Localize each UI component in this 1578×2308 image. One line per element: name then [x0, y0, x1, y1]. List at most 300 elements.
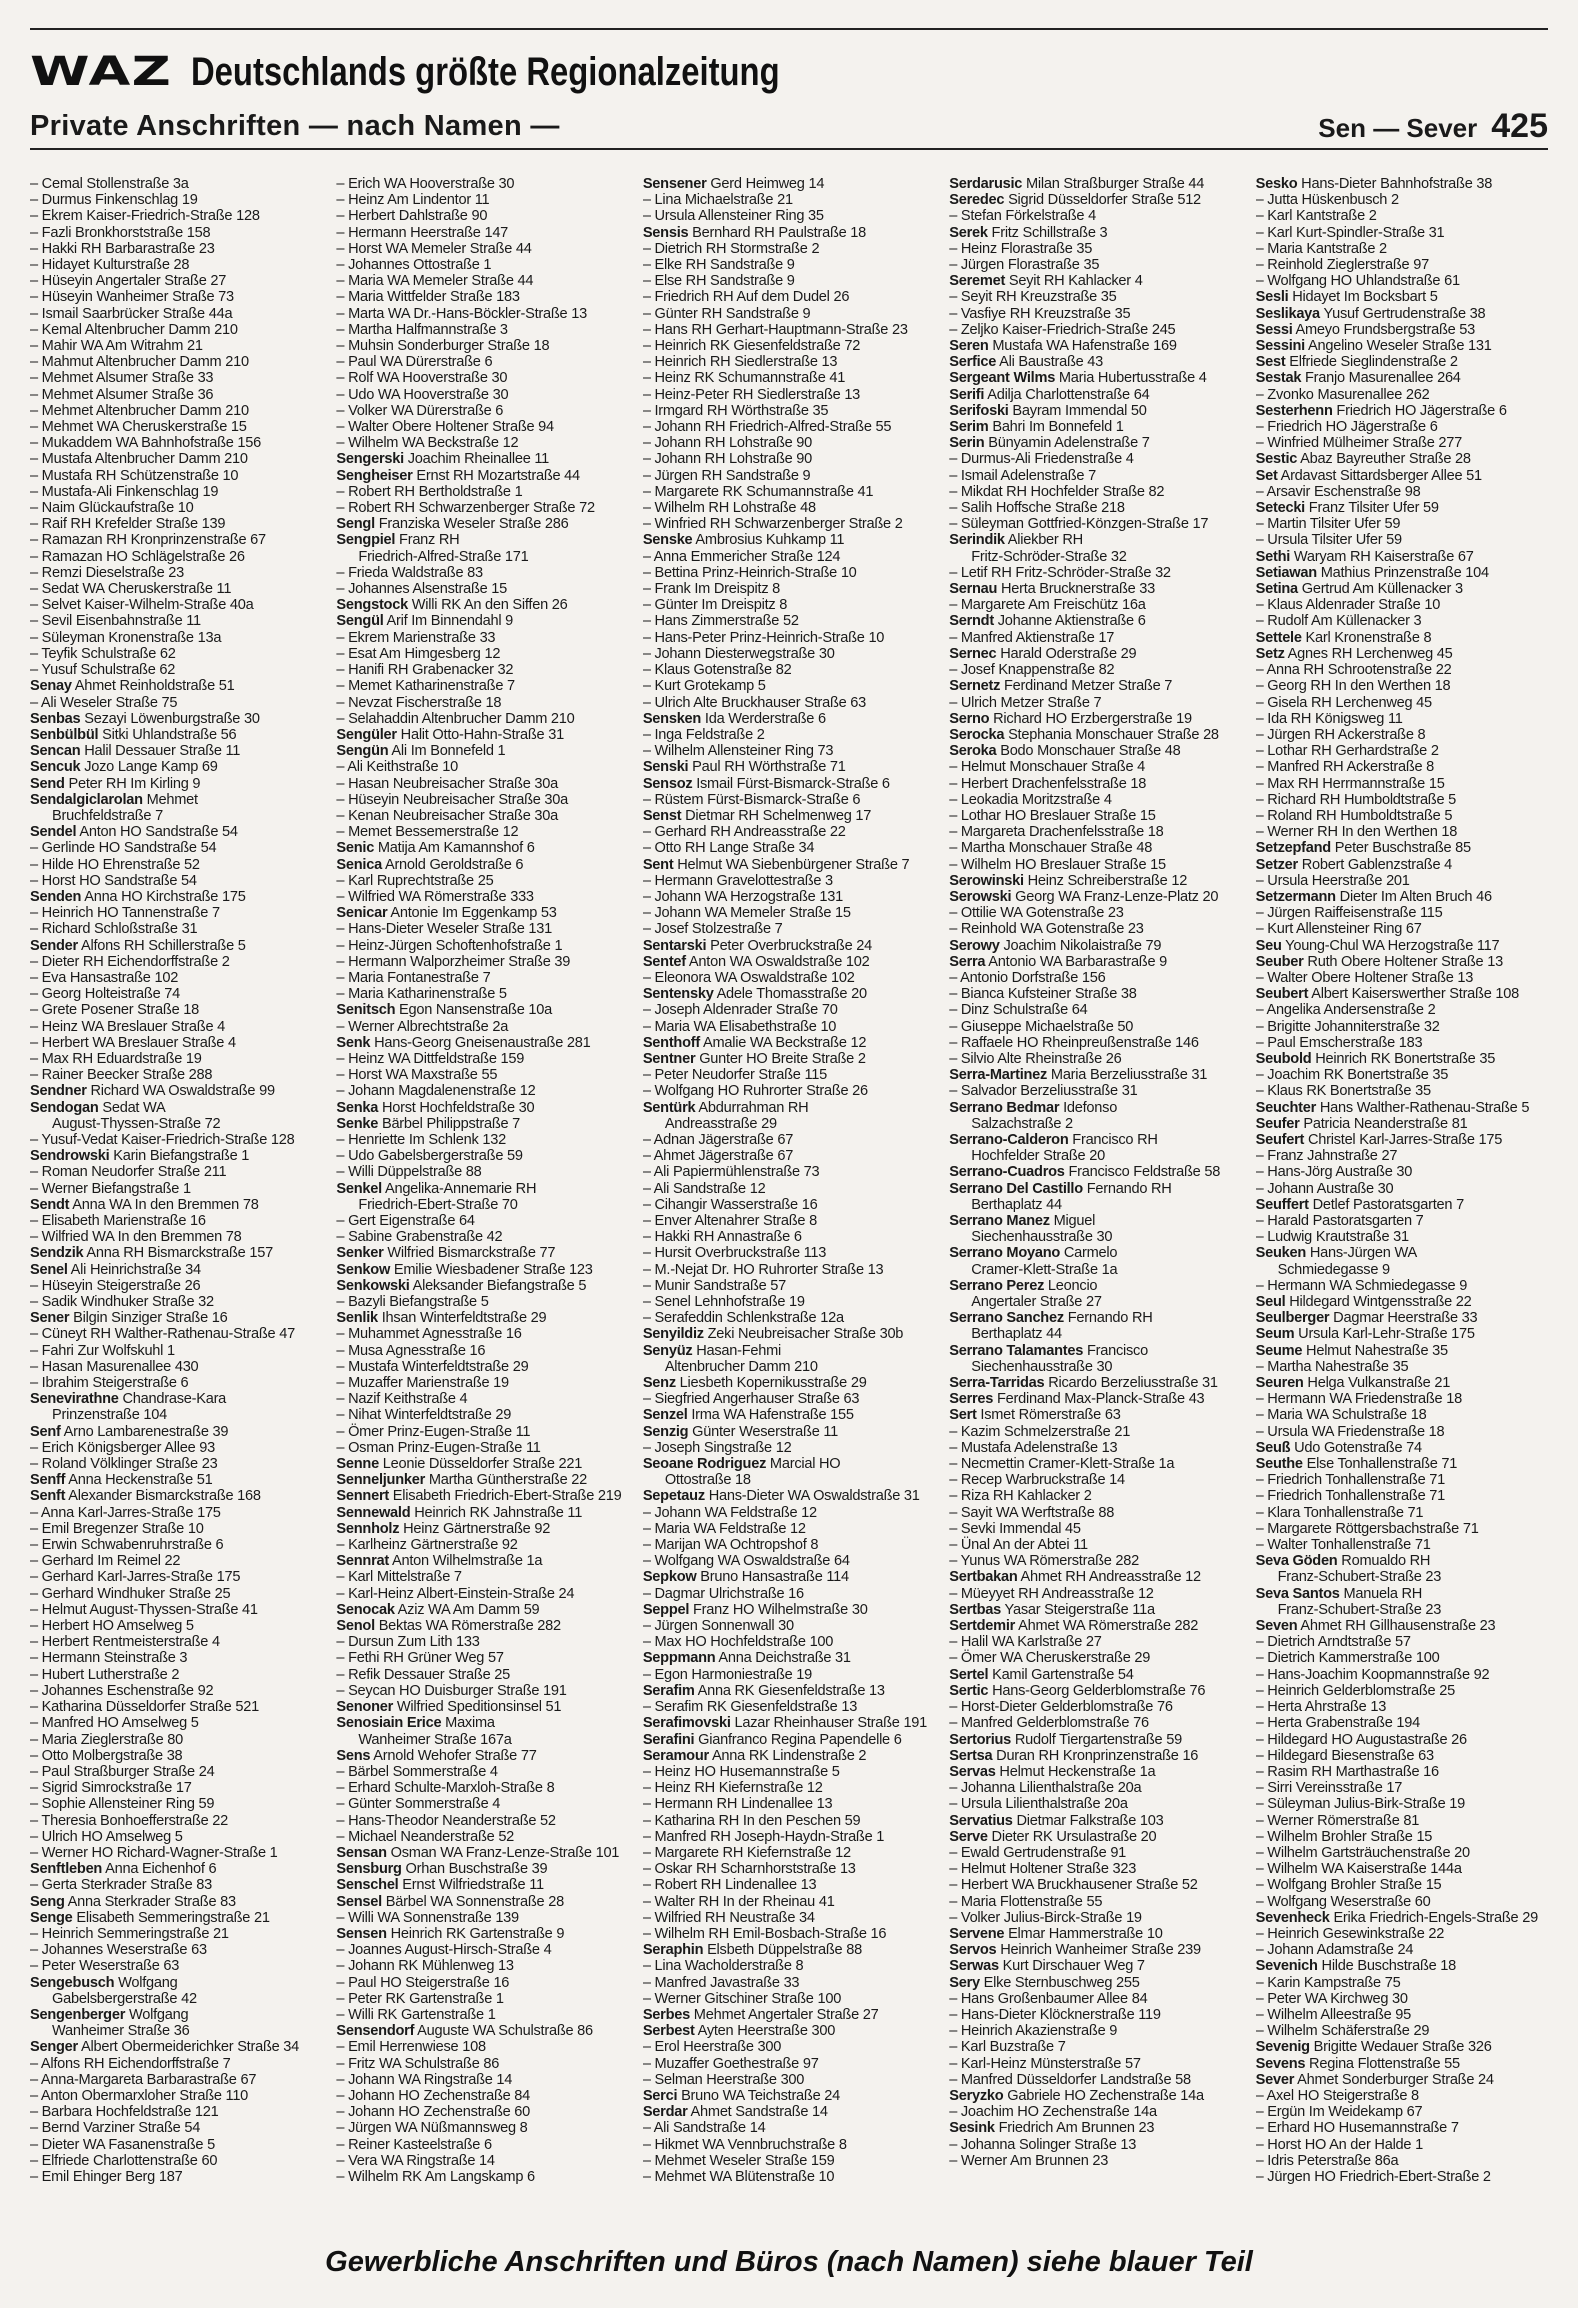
directory-entry: – Erich WA Hooverstraße 30 [336, 176, 515, 192]
directory-entry: – Recep Warbruckstraße 14 [949, 1472, 1125, 1489]
directory-entry: – Mikdat RH Hochfelder Straße 82 [949, 483, 1165, 500]
directory-entry: Sendel Anton HO Sandstraße 54 [30, 824, 238, 841]
directory-entry: – Walter Obere Holtener Straße 94 [336, 419, 554, 436]
entry-surname: Sentürk [642, 1099, 696, 1116]
directory-entry: – Jürgen HO Friedrich-Ebert-Straße 2 [1255, 2168, 1491, 2185]
entry-surname: Sencan [30, 743, 81, 760]
directory-entry: – Elke RH Sandstraße 9 [642, 257, 795, 274]
directory-entry: – Ahmet Jägerstraße 67 [642, 1148, 794, 1165]
directory-entry: – Gert Eigenstraße 64 [336, 1213, 475, 1229]
directory-entry: – Barbara Hochfeldstraße 121 [30, 2104, 219, 2121]
directory-entry: – Süleyman Kronenstraße 13a [30, 629, 222, 646]
directory-entry: – Emil Herrenwiese 108 [336, 2039, 486, 2056]
directory-entry: – Klara Tonhallenstraße 71 [1255, 1504, 1424, 1521]
directory-entry: Serrano Talamantes Francisco [949, 1342, 1148, 1359]
directory-entry: Sertorius Rudolf Tiergartenstraße 59 [949, 1731, 1182, 1748]
directory-entry: – Hildegard HO Augustastraße 26 [1255, 1731, 1467, 1748]
directory-entry: Senitsch Egon Nansenstraße 10a [336, 1002, 552, 1019]
entry-surname: Sensburg [336, 1861, 402, 1878]
entry-surname: Seuren [1255, 1375, 1304, 1392]
directory-entry: Sengebusch Wolfgang [30, 1974, 178, 1991]
directory-entry: – Fritz WA Schulstraße 86 [336, 2055, 500, 2072]
directory-entry: – Heinrich Semmeringstraße 21 [30, 1925, 229, 1942]
entry-surname: Servos [949, 1942, 997, 1959]
directory-entry: – Memet Katharinenstraße 7 [336, 678, 515, 695]
directory-entry: – Heinz WA Dittfeldstraße 159 [336, 1050, 525, 1067]
directory-entry: Sever Ahmet Sonderburger Straße 24 [1255, 2071, 1494, 2088]
directory-entry: Franz-Schubert-Straße 23 [1277, 1569, 1442, 1586]
directory-entry: – Max HO Hochfeldstraße 100 [642, 1634, 834, 1651]
directory-entry: – Winfried Mülheimer Straße 277 [1255, 435, 1462, 452]
directory-entry: Setiawan Mathius Prinzenstraße 104 [1255, 564, 1489, 581]
directory-entry: Servas Helmut Heckenstraße 1a [949, 1763, 1156, 1780]
directory-entry: Fritz-Schröder-Straße 32 [971, 548, 1127, 565]
directory-entry: – Raif RH Krefelder Straße 139 [30, 516, 226, 533]
entry-surname: Sernetz [949, 678, 1001, 695]
directory-entry: Senske Ambrosius Kuhkamp 11 [642, 532, 845, 549]
directory-entry: – Margarete Am Freischütz 16a [949, 597, 1146, 614]
entry-surname: Senft [30, 1488, 66, 1505]
directory-column-4 [949, 176, 1243, 2236]
directory-entry: – Oskar RH Scharnhorststraße 13 [642, 1861, 856, 1878]
entry-surname: Sengün [336, 743, 389, 760]
directory-entry: – Ramazan RH Kronprinzenstraße 67 [30, 532, 266, 549]
directory-entry: Serafimovski Lazar Rheinhauser Straße 191 [642, 1715, 928, 1732]
page-range-block [1318, 107, 1548, 146]
entry-surname: Seng [30, 1893, 65, 1910]
directory-entry: Setzermann Dieter Im Alten Bruch 46 [1255, 888, 1492, 905]
directory-entry: Sencan Halil Dessauer Straße 11 [30, 743, 241, 760]
directory-entry: – Reinhold Zieglerstraße 97 [1255, 257, 1429, 274]
directory-entry: Cramer-Klett-Straße 1a [971, 1261, 1118, 1278]
directory-entry: – Sigrid Simrockstraße 17 [30, 1780, 192, 1797]
entry-surname: Senicar [336, 905, 388, 922]
directory-entry: Serifi Adilja Charlottenstraße 64 [949, 386, 1150, 403]
entry-surname: Sertorius [949, 1731, 1012, 1748]
entry-surname: Seren [949, 338, 989, 355]
directory-entry: – Wilhelm RK Am Langskamp 6 [336, 2168, 535, 2185]
directory-entry: – Hans Zimmerstraße 52 [642, 613, 799, 630]
directory-entry: – Peter Neudorfer Straße 115 [642, 1067, 827, 1084]
directory-entry: – Maria WA Schulstraße 18 [1255, 1407, 1427, 1424]
directory-entry: Serek Fritz Schillstraße 3 [949, 224, 1108, 241]
directory-entry: – Klaus Aldenrader Straße 10 [1255, 597, 1441, 614]
directory-entry: – Serafim RK Giesenfeldstraße 13 [642, 1699, 858, 1716]
directory-entry: – Durmus Finkenschlag 19 [30, 192, 198, 209]
entry-surname: Sevenich [1255, 1958, 1318, 1975]
directory-entry: – Mustafa Adelenstraße 13 [949, 1439, 1118, 1456]
directory-entry: – Karin Kampstraße 75 [1255, 1974, 1401, 1991]
directory-entry: – Frank Im Dreispitz 8 [642, 581, 781, 598]
directory-entry: – Seycan HO Duisburger Straße 191 [336, 1682, 567, 1699]
directory-entry: – Axel HO Steigerstraße 8 [1255, 2087, 1419, 2104]
directory-entry: – Hanifi RH Grabenacker 32 [336, 662, 514, 679]
directory-entry: – Ursula Heerstraße 201 [1255, 872, 1410, 889]
directory-entry: – Dietrich Kammerstraße 100 [1255, 1650, 1440, 1667]
directory-entry: – Hans-Dieter Klöcknerstraße 119 [949, 2006, 1161, 2023]
directory-entry: – Bernd Varziner Straße 54 [30, 2120, 201, 2137]
directory-entry: – Yusuf Schulstraße 62 [30, 662, 176, 679]
directory-entry: Serra Antonio WA Barbarastraße 9 [949, 953, 1168, 970]
directory-entry: – Sophie Allensteiner Ring 59 [30, 1796, 215, 1813]
directory-entry: Senkow Emilie Wiesbadener Straße 123 [336, 1261, 593, 1278]
directory-entry: – Marta WA Dr.-Hans-Böckler-Straße 13 [336, 305, 587, 322]
directory-entry: Serrano Bedmar Idefonso [949, 1099, 1118, 1116]
entry-surname: Serres [949, 1391, 994, 1408]
entry-surname: Sesli [1255, 289, 1289, 306]
directory-entry: – Joseph Aldenrader Straße 70 [642, 1002, 838, 1019]
directory-entry: – Selahaddin Altenbrucher Damm 210 [336, 710, 575, 727]
directory-entry: Seroka Bodo Monschauer Straße 48 [949, 743, 1181, 760]
directory-entry: – Ali Sandstraße 14 [642, 2120, 766, 2137]
directory-entry: Seva Santos Manuela RH [1255, 1585, 1423, 1602]
directory-entry: – Heinz-Jürgen Schoftenhofstraße 1 [336, 937, 563, 954]
directory-entry: Seuber Ruth Obere Holtener Straße 13 [1255, 953, 1503, 970]
entry-surname: Seul [1255, 1294, 1286, 1311]
entry-surname: Seremet [949, 273, 1006, 290]
directory-entry: Serfice Ali Baustraße 43 [949, 354, 1104, 371]
directory-entry: – Hüseyin Steigerstraße 26 [30, 1277, 201, 1294]
directory-entry: Sensburg Orhan Buschstraße 39 [336, 1861, 548, 1878]
directory-entry: – Rudolf Am Küllenacker 3 [1255, 613, 1422, 630]
directory-entry: Siechenhausstraße 30 [971, 1229, 1113, 1246]
directory-entry: – Lothar HO Breslauer Straße 15 [949, 807, 1156, 824]
directory-entry: – Wolfgang HO Ruhrorter Straße 26 [642, 1083, 868, 1100]
directory-entry: Senft Alexander Bismarckstraße 168 [30, 1488, 261, 1505]
entry-surname: Senka [336, 1099, 379, 1116]
directory-entry: Sendzik Anna RH Bismarckstraße 157 [30, 1245, 273, 1262]
entry-surname: Serifi [949, 386, 985, 403]
directory-entry: – Manfred HO Amselweg 5 [30, 1715, 199, 1732]
directory-entry: Setina Gertrud Am Küllenacker 3 [1255, 581, 1463, 598]
entry-surname: Serin [949, 435, 985, 452]
directory-entry: Seslikaya Yusuf Gertrudenstraße 38 [1255, 305, 1486, 322]
directory-entry: Senkowski Aleksander Biefangstraße 5 [336, 1277, 587, 1294]
directory-entry: – Irmgard RH Wörthstraße 35 [642, 402, 829, 419]
entry-surname: Serowy [949, 937, 1000, 954]
entry-surname: Sever [1255, 2071, 1295, 2088]
directory-entry: – Cemal Stollenstraße 3a [30, 176, 189, 192]
directory-entry: – Manfred Düsseldorfer Landstraße 58 [949, 2071, 1191, 2088]
entry-surname: Sengül [336, 613, 384, 630]
entry-surname: Sery [949, 1974, 980, 1991]
directory-entry: – Ismail Adelenstraße 7 [949, 467, 1096, 484]
directory-entry: – Eva Hansastraße 102 [30, 969, 179, 986]
directory-entry: Sery Elke Sternbuschweg 255 [949, 1974, 1140, 1991]
entry-surname: Senz [642, 1375, 676, 1392]
directory-entry: Senker Wilfried Bismarckstraße 77 [336, 1245, 556, 1262]
directory-entry: – Necmettin Cramer-Klett-Straße 1a [949, 1456, 1175, 1473]
directory-entry: – Gerhard Im Reimel 22 [30, 1553, 181, 1570]
directory-entry: Sestak Franjo Masurenallee 264 [1255, 370, 1461, 387]
entry-surname: Sent [642, 856, 674, 873]
directory-entry: Servene Elmar Hammerstraße 10 [949, 1925, 1163, 1942]
directory-entry: – Sevil Eisenbahnstraße 11 [30, 613, 201, 630]
directory-entry: – Ramazan HO Schlägelstraße 26 [30, 548, 245, 565]
directory-entry: Sessini Angelino Weseler Straße 131 [1255, 338, 1492, 355]
page-number: 425 [1491, 106, 1548, 145]
directory-entry: – Nevzat Fischerstraße 18 [336, 694, 502, 711]
directory-entry: Altenbrucher Damm 210 [664, 1358, 818, 1375]
directory-entry: – Ulrich Alte Bruckhauser Straße 63 [642, 694, 867, 711]
directory-entry: Senicar Antonie Im Eggenkamp 53 [336, 905, 557, 922]
directory-entry: – Ibrahim Steigerstraße 6 [30, 1375, 189, 1392]
directory-entry: Sentef Anton WA Oswaldstraße 102 [642, 953, 870, 970]
directory-entry: – Martha Monschauer Straße 48 [949, 840, 1153, 857]
directory-entry: – Kenan Neubreisacher Straße 30a [336, 807, 558, 824]
directory-entry: Serowinski Heinz Schreiberstraße 12 [949, 872, 1188, 889]
directory-entry: – Egon Harmoniestraße 19 [642, 1666, 813, 1683]
directory-entry: Serifoski Bayram Immendal 50 [949, 402, 1147, 419]
directory-entry: – Ewald Gertrudenstraße 91 [949, 1844, 1127, 1861]
directory-entry: – Johanna Solinger Straße 13 [949, 2136, 1137, 2153]
entry-surname: Sengebusch [30, 1974, 115, 1991]
entry-surname: Sengerski [336, 451, 404, 468]
entry-surname: Sender [30, 937, 78, 954]
directory-entry: – Michael Neanderstraße 52 [336, 1828, 515, 1845]
directory-entry: – Halil WA Karlstraße 27 [949, 1634, 1102, 1651]
directory-entry: – Mustafa Winterfeldtstraße 29 [336, 1358, 529, 1375]
directory-entry: – Anna-Margareta Barbarastraße 67 [30, 2071, 257, 2088]
directory-entry: – Willi WA Sonnenstraße 139 [336, 1909, 519, 1926]
entry-surname: Serwas [949, 1958, 999, 1975]
entry-surname: Senske [642, 532, 693, 549]
directory-column-5 [1256, 176, 1550, 2236]
directory-entry: Sens Arnold Wehofer Straße 77 [336, 1747, 537, 1764]
directory-entry: – Robert RH Bertholdstraße 1 [336, 483, 523, 500]
directory-entry: – Max RH Herrmannstraße 15 [1255, 775, 1445, 792]
directory-entry: – Maria WA Feldstraße 12 [642, 1520, 806, 1537]
directory-entry: – Herbert Dahlstraße 90 [336, 208, 488, 225]
directory-entry: – Ali Keithstraße 10 [336, 759, 458, 776]
directory-entry: Senge Elisabeth Semmeringstraße 21 [30, 1909, 270, 1926]
directory-entry: – Ekrem Marienstraße 33 [336, 629, 496, 646]
entry-surname: Servene [949, 1925, 1005, 1942]
directory-entry: – Johann Diesterwegstraße 30 [642, 645, 835, 662]
directory-entry: – Johann WA Herzogstraße 131 [642, 888, 843, 905]
directory-entry: – Herbert WA Bruckhausener Straße 52 [949, 1877, 1198, 1894]
directory-entry: Sevenich Hilde Buschstraße 18 [1255, 1958, 1457, 1975]
entry-surname: Seppmann [642, 1650, 716, 1667]
directory-entry: – Hasan Neubreisacher Straße 30a [336, 775, 558, 792]
directory-entry: Senevirathne Chandrase-Kara [30, 1391, 227, 1408]
entry-surname: Sensener [642, 176, 707, 192]
directory-entry: – Hermann WA Friedenstraße 18 [1255, 1391, 1462, 1408]
directory-entry: – Mehmet Altenbrucher Damm 210 [30, 402, 249, 419]
directory-entry: – Peter WA Kirchweg 30 [1255, 1990, 1408, 2007]
entry-surname: Sensken [642, 710, 702, 727]
directory-entry: Senosiain Erice Maxima [336, 1715, 495, 1732]
entry-surname: Sendzik [30, 1245, 84, 1262]
directory-entry: – Ali Weseler Straße 75 [30, 694, 178, 711]
directory-entry: – Friedrich Tonhallenstraße 71 [1255, 1472, 1445, 1489]
directory-entry: – Muhammet Agnesstraße 16 [336, 1326, 522, 1343]
directory-entry: – Karl Buzstraße 7 [949, 2039, 1066, 2056]
directory-entry: – Wolfgang WA Oswaldstraße 64 [642, 1553, 850, 1570]
directory-entry: Serrano-Cuadros Francisco Feldstraße 58 [949, 1164, 1221, 1181]
directory-entry: – Hermann WA Schmiedegasse 9 [1255, 1277, 1468, 1294]
directory-entry: Serafini Gianfranco Regina Papendelle 6 [642, 1731, 902, 1748]
directory-entry: Berthaplatz 44 [971, 1326, 1062, 1343]
entry-surname: Serbes [642, 2006, 690, 2023]
directory-entry: Seubert Albert Kaiserswerther Straße 108 [1255, 986, 1519, 1003]
entry-surname: Seuchter [1255, 1099, 1317, 1116]
directory-entry: – Angelika Andersenstraße 2 [1255, 1002, 1436, 1019]
directory-entry: Senski Paul RH Wörthstraße 71 [642, 759, 846, 776]
directory-entry: – Ergün Im Weidekamp 67 [1255, 2104, 1423, 2121]
directory-entry: – Sayit WA Werftstraße 88 [949, 1504, 1115, 1521]
entry-surname: Sentarski [642, 937, 707, 954]
directory-entry: Set Ardavast Sittardsberger Allee 51 [1255, 467, 1482, 484]
directory-entry: – Vasfiye RH Kreuzstraße 35 [949, 305, 1131, 322]
directory-entry: – Werner Am Brunnen 23 [949, 2152, 1109, 2169]
directory-entry: – Dieter RH Eichendorffstraße 2 [30, 953, 230, 970]
entry-surname: Seryzko [949, 2087, 1004, 2104]
entry-surname: Sentner [642, 1050, 696, 1067]
directory-entry: – Heinz HO Husemannstraße 5 [642, 1763, 840, 1780]
directory-entry: Seum Ursula Karl-Lehr-Straße 175 [1255, 1326, 1475, 1343]
directory-entry: – Udo Gabelsbergerstraße 59 [336, 1148, 523, 1165]
directory-entry: – Antonio Dorfstraße 156 [949, 969, 1106, 986]
directory-entry: Serndt Johanne Aktienstraße 6 [949, 613, 1146, 630]
directory-entry: – Ömer Prinz-Eugen-Straße 11 [336, 1423, 531, 1440]
directory-entry: – Leokadia Moritzstraße 4 [949, 791, 1112, 808]
directory-entry: – Wilfried WA Römerstraße 333 [336, 888, 534, 905]
entry-surname: Sennewald [336, 1504, 411, 1521]
entry-surname: Serrano-Calderon [949, 1131, 1069, 1148]
entry-surname: Setz [1255, 645, 1285, 662]
directory-entry: – Heinrich RK Giesenfeldstraße 72 [642, 338, 861, 355]
directory-entry: – Willi Düppelstraße 88 [336, 1164, 482, 1181]
directory-entry: – Theresia Bonhoefferstraße 22 [30, 1812, 229, 1829]
directory-entry: – Brigitte Johanniterstraße 32 [1255, 1018, 1440, 1035]
directory-entry: Sergeant Wilms Maria Hubertusstraße 4 [949, 370, 1207, 387]
entry-surname: Seva Göden [1255, 1553, 1338, 1570]
directory-entry: – Hans Großenbaumer Allee 84 [949, 1990, 1148, 2007]
entry-surname: Senge [30, 1909, 73, 1926]
directory-entry: – Bettina Prinz-Heinrich-Straße 10 [642, 564, 857, 581]
directory-entry: – Jürgen Florastraße 35 [949, 257, 1100, 274]
directory-entry: – Johann WA Ringstraße 14 [336, 2071, 513, 2088]
directory-entry: – Herta Ahrstraße 13 [1255, 1699, 1387, 1716]
directory-entry: Sernetz Ferdinand Metzer Straße 7 [949, 678, 1173, 695]
directory-entry: – Richard RH Humboldtstraße 5 [1255, 791, 1457, 808]
directory-entry: – Jürgen Raiffeisenstraße 115 [1255, 905, 1443, 922]
entry-surname: Servatius [949, 1812, 1013, 1829]
directory-entry: – Katharina Düsseldorfer Straße 521 [30, 1699, 259, 1716]
directory-entry: – Margareta Drachenfelsstraße 18 [949, 824, 1164, 841]
directory-entry: – Hermann Steinstraße 3 [30, 1650, 188, 1667]
directory-entry: – Reiner Kasteelstraße 6 [336, 2136, 492, 2153]
directory-entry: – Ursula Tilsiter Ufer 59 [1255, 532, 1402, 549]
directory-entry: Serocka Stephania Monschauer Straße 28 [949, 726, 1219, 743]
directory-entry: Sestic Abaz Bayreuther Straße 28 [1255, 451, 1471, 468]
directory-entry: – Enver Altenahrer Straße 8 [642, 1213, 817, 1229]
directory-entry: – Hermann Heerstraße 147 [336, 224, 509, 241]
directory-entry: – Ida RH Königsweg 11 [1255, 710, 1403, 727]
entry-surname: Seuffert [1255, 1196, 1309, 1213]
directory-entry: – Frieda Waldstraße 83 [336, 564, 483, 581]
entry-surname: Seubold [1255, 1050, 1312, 1067]
entry-surname: Sendrowski [30, 1148, 110, 1165]
directory-entry: Senst Dietmar RH Schelmenweg 17 [642, 807, 872, 824]
entry-surname: Seufer [1255, 1115, 1300, 1132]
directory-entry: – Wilhelm WA Kaiserstraße 144a [1255, 1861, 1462, 1878]
directory-entry: Gabelsbergerstraße 42 [52, 1990, 197, 2007]
directory-columns [30, 176, 1550, 2236]
directory-entry: – Bianca Kufsteiner Straße 38 [949, 986, 1137, 1003]
directory-entry: – Robert RH Schwarzenberger Straße 72 [336, 500, 595, 517]
directory-entry: Senzel Irma WA Hafenstraße 155 [642, 1407, 854, 1424]
directory-entry: – Roland RH Humboldtstraße 5 [1255, 807, 1453, 824]
directory-entry: – Hans-Jörg Austraße 30 [1255, 1164, 1413, 1181]
entry-surname: Sendt [30, 1196, 70, 1213]
directory-entry: Serafim Anna RK Giesenfeldstraße 13 [642, 1682, 885, 1699]
entry-surname: Sest [1255, 354, 1286, 371]
directory-entry: Sensan Osman WA Franz-Lenze-Straße 101 [336, 1844, 620, 1861]
directory-entry: – Josef Knappenstraße 82 [949, 662, 1115, 679]
directory-entry: Sendalgiclarolan Mehmet [30, 791, 198, 808]
directory-entry: – Hermann Walporzheimer Straße 39 [336, 953, 571, 970]
directory-entry: – Adnan Jägerstraße 67 [642, 1131, 794, 1148]
masthead-tagline: Deutschlands größte Regionalzeitung [191, 49, 780, 94]
entry-surname: Serrano-Cuadros [949, 1164, 1065, 1181]
directory-entry: – Werner HO Richard-Wagner-Straße 1 [30, 1844, 278, 1861]
entry-surname: Sevens [1255, 2055, 1306, 2072]
directory-entry: Senlik Ihsan Winterfeldtstraße 29 [336, 1310, 547, 1327]
directory-entry: – Raffaele HO Rheinpreußenstraße 146 [949, 1034, 1199, 1051]
directory-entry: – Durmus-Ali Friedenstraße 4 [949, 451, 1134, 468]
directory-entry: Servatius Dietmar Falkstraße 103 [949, 1812, 1164, 1829]
directory-entry: – Idris Peterstraße 86a [1255, 2152, 1399, 2169]
entry-surname: Senbülbül [30, 726, 99, 743]
directory-entry: – Paul Straßburger Straße 24 [30, 1763, 215, 1780]
masthead [30, 44, 1550, 100]
entry-surname: Sendel [30, 824, 77, 841]
directory-entry: – Herbert HO Amselweg 5 [30, 1618, 194, 1635]
directory-entry: – Gisela RH Lerchenweg 45 [1255, 694, 1432, 711]
entry-surname: Serrano Perez [949, 1277, 1045, 1294]
directory-entry: – Fahri Zur Wolfskuhl 1 [30, 1342, 175, 1359]
directory-entry: – Musa Agnesstraße 16 [336, 1342, 486, 1359]
entry-surname: Sepetauz [642, 1488, 705, 1505]
directory-entry: Senf Arno Lambarenestraße 39 [30, 1423, 229, 1440]
entry-surname: Serfice [949, 354, 997, 371]
directory-entry: Seuß Udo Gotenstraße 74 [1255, 1439, 1422, 1456]
directory-entry: – Johann Magdalenenstraße 12 [336, 1083, 536, 1100]
directory-entry: – Walter Obere Holtener Straße 13 [1255, 969, 1474, 986]
directory-entry: Sentürk Abdurrahman RH [642, 1099, 809, 1116]
directory-entry: – Josef Stolzestraße 7 [642, 921, 783, 938]
directory-entry: – Johann HO Zechenstraße 60 [336, 2104, 531, 2121]
entry-surname: Serra-Martinez [949, 1067, 1048, 1084]
entry-surname: Sengheiser [336, 467, 413, 484]
entry-surname: Sertbakan [949, 1569, 1018, 1586]
directory-entry: Senay Ahmet Reinholdstraße 51 [30, 678, 235, 695]
entry-surname: Sesterhenn [1255, 402, 1333, 419]
directory-entry: – Hakki RH Barbarastraße 23 [30, 240, 215, 257]
directory-entry: – Remzi Dieselstraße 23 [30, 564, 185, 581]
entry-surname: Sencuk [30, 759, 81, 776]
entry-surname: Sernec [949, 645, 997, 662]
directory-entry: – Katharina RH In den Peschen 59 [642, 1812, 861, 1829]
directory-entry: – Volker Julius-Birck-Straße 19 [949, 1909, 1142, 1926]
directory-entry: – Maria Kantstraße 2 [1255, 240, 1387, 257]
directory-entry: – Manfred Gelderblomstraße 76 [949, 1715, 1149, 1732]
directory-entry: – Wilfried WA In den Bremmen 78 [30, 1229, 242, 1246]
entry-surname: Sergeant Wilms [949, 370, 1056, 387]
directory-entry: – Eleonora WA Oswaldstraße 102 [642, 969, 855, 986]
